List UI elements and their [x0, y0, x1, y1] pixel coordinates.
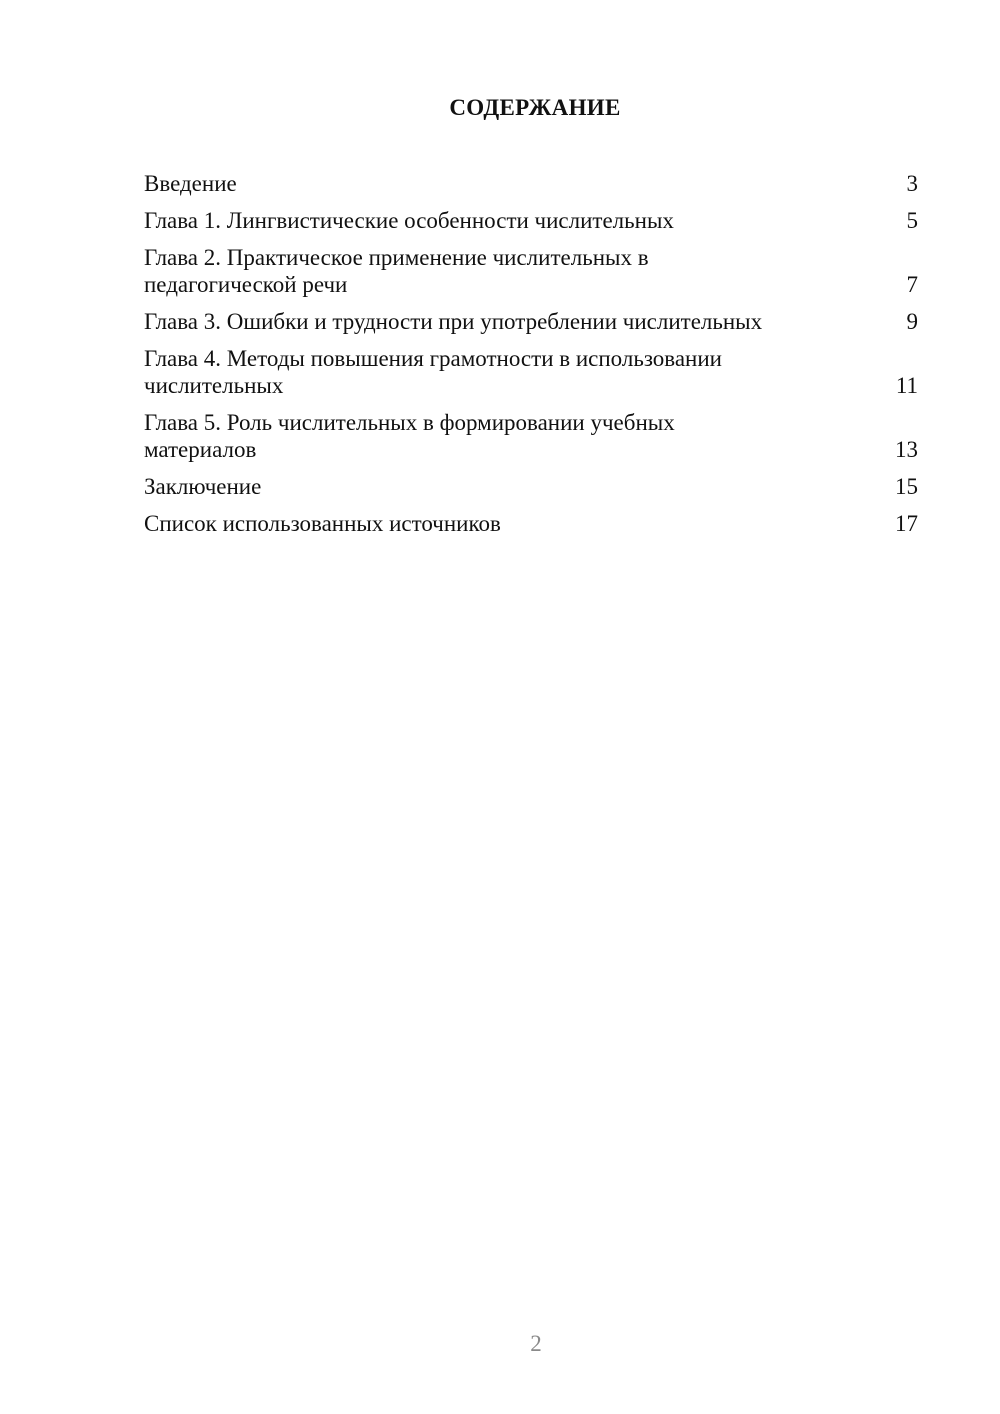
toc-entry-chapter-4 [144, 345, 918, 399]
toc-entry-chapter-2 [144, 244, 918, 298]
toc-entry-page: 13 [895, 437, 918, 462]
toc-entry-text: Глава 5. Роль числительных в формировании учебных материалов [144, 410, 675, 462]
toc-entry-page: 11 [895, 373, 918, 398]
page-title: СОДЕРЖАНИЕ [449, 95, 621, 120]
toc-entry-page: 9 [906, 309, 918, 334]
toc-entry-text: Список использованных источников [144, 511, 501, 536]
toc-entry-page: 17 [895, 511, 918, 536]
toc-entry-chapter-5 [144, 409, 918, 463]
toc-entry-page: 5 [906, 208, 918, 233]
toc-entry-page: 3 [906, 171, 918, 196]
toc-entry-page: 7 [906, 272, 918, 297]
toc-entry-introduction [144, 170, 918, 197]
toc-entry-page: 15 [895, 474, 918, 499]
toc-entry-text: Глава 1. Лингвистические особенности числительных [144, 208, 674, 233]
toc-entry-references [144, 510, 918, 537]
toc-entry-text: Глава 3. Ошибки и трудности при употреблении числительных [144, 309, 763, 334]
toc-entry-chapter-3 [144, 308, 918, 335]
page-number: 2 [530, 1331, 542, 1356]
table-of-contents [144, 170, 918, 547]
toc-entry-chapter-1 [144, 207, 918, 234]
toc-entry-text: Глава 4. Методы повышения грамотности в использовании числительных [144, 346, 722, 398]
toc-entry-text: Введение [144, 171, 237, 196]
toc-entry-text: Заключение [144, 474, 262, 499]
toc-entry-text: Глава 2. Практическое применение числительных в педагогической речи [144, 245, 649, 297]
toc-entry-conclusion [144, 473, 918, 500]
